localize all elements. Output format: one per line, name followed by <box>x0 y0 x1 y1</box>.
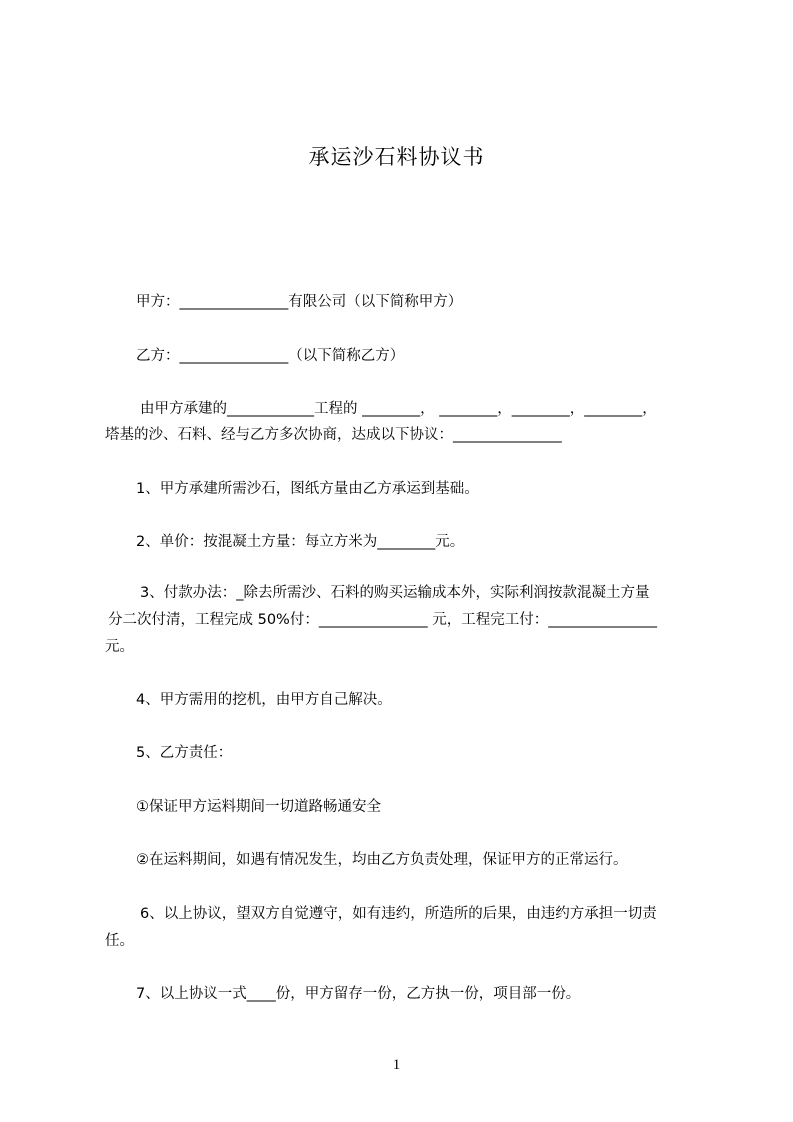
intro-line-2: 塔基的沙、石料、经与乙方多次协商，达成以下协议：_______________ <box>105 427 562 443</box>
party-b-line: 乙方：_______________（以下简称乙方） <box>136 348 405 364</box>
clause-3-line-3: 元。 <box>105 639 134 655</box>
clause-2: 2、单价：按混凝土方量：每立方米为________元。 <box>136 534 465 550</box>
clause-3-line-2: 分二次付清，工程完成 50%付：_______________ 元，工程完工付：_______________ <box>108 612 657 628</box>
clause-6-line-1: 6、以上协议，望双方自觉遵守，如有违约，所造所的后果，由违约方承担一切责 <box>140 906 657 922</box>
page-number: 1 <box>392 1057 401 1073</box>
clause-3-line-1: 3、付款办法：_除去所需沙、石料的购买运输成本外，实际利润按款混凝土方量 <box>140 585 650 601</box>
clause-5-item-2: ②在运料期间，如遇有情况发生，均由乙方负责处理，保证甲方的正常运行。 <box>136 852 628 868</box>
clause-5-item-1: ①保证甲方运料期间一切道路畅通安全 <box>136 799 381 815</box>
clause-7: 7、以上协议一式____份，甲方留存一份，乙方执一份，项目部一份。 <box>136 986 581 1002</box>
party-a-line: 甲方：_______________有限公司（以下简称甲方） <box>136 294 463 310</box>
clause-5: 5、乙方责任： <box>136 745 233 761</box>
document-title: 承运沙石料协议书 <box>308 145 485 169</box>
clause-6-line-2: 任。 <box>105 933 134 949</box>
clause-1: 1、甲方承建所需沙石，图纸方量由乙方承运到基础。 <box>136 481 479 497</box>
clause-4: 4、甲方需用的挖机，由甲方自己解决。 <box>136 692 392 708</box>
intro-line-1: 由甲方承建的____________工程的 ________， ________，________，________， <box>140 401 657 417</box>
